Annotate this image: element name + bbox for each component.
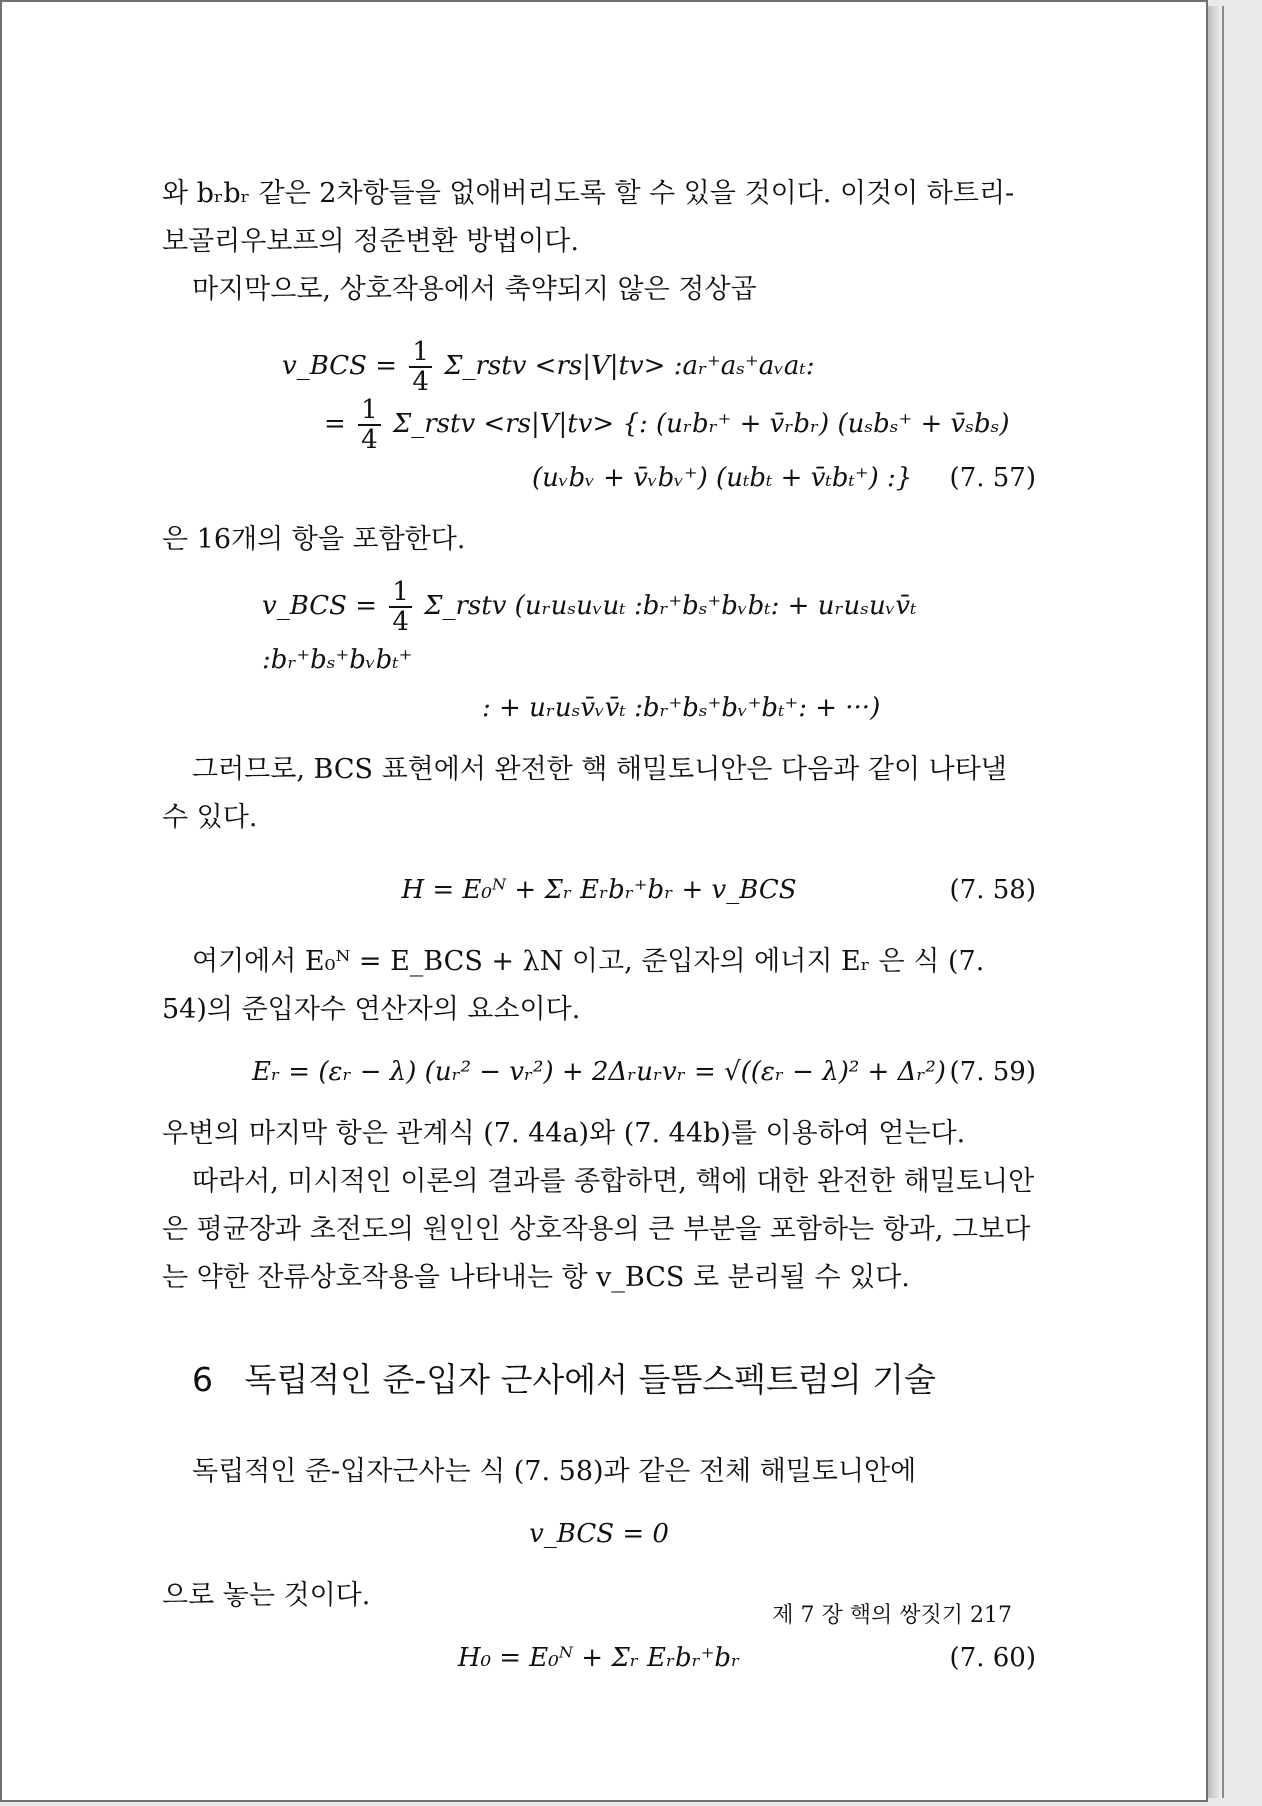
equation-line: = $\frac{1}{4}$ Σ_rstv <rs|V|tv> {: (uᵣbᵣ⁺ + v̄ᵣbᵣ) (uₛbₛ⁺ + v̄ₛbₛ)	[324, 395, 1010, 455]
equation-number: (7. 58)	[949, 875, 1036, 905]
equation-7-58	[162, 866, 1036, 914]
eq-body: H = E₀ᴺ + Σᵣ Eᵣbᵣ⁺bᵣ + v_BCS	[401, 875, 797, 905]
section-number: 6	[192, 1360, 213, 1399]
eq-line-3: (uᵥbᵥ + v̄ᵥbᵥ⁺) (uₜbₜ + v̄ₜbₜ⁺) :}	[532, 463, 913, 493]
page-edge-shadow	[1208, 6, 1224, 1798]
eq-body: Eᵣ = (εᵣ − λ) (uᵣ² − vᵣ²) + 2Δᵣuᵣvᵣ = √((εᵣ − λ)² + Δᵣ²)	[252, 1057, 946, 1087]
equation-7-59	[162, 1048, 1036, 1096]
equation-number: (7. 57)	[949, 463, 1036, 493]
paragraph-8: 독립적인 준-입자근사는 식 (7. 58)과 같은 전체 해밀토니안에	[192, 1456, 917, 1487]
equation-vbcs-zero	[162, 1510, 1036, 1558]
paragraph-3: 은 16개의 항을 포함한다.	[162, 524, 466, 555]
eq-lhs: v_BCS =	[282, 351, 398, 381]
eq-body: H₀ = E₀ᴺ + Σᵣ Eᵣbᵣ⁺bᵣ	[457, 1643, 741, 1673]
paragraph-5: 여기에서 E₀ᴺ = E_BCS + λN 이고, 준입자의 에너지 Eᵣ 은 식 (7. 54)의 준입자수 연산자의 요소이다.	[162, 946, 985, 1025]
equation-7-60	[162, 1634, 1036, 1682]
eq-lhs: v_BCS =	[262, 591, 378, 621]
equation-line	[262, 684, 1036, 732]
fraction	[409, 338, 432, 396]
fraction-numerator: 1	[389, 578, 412, 608]
paragraph-1: 와 bᵣbᵣ 같은 2차항들을 없애버리도록 할 수 있을 것이다. 이것이 하트리-보골리우보프의 정준변환 방법이다.	[162, 178, 1015, 257]
fraction-denominator: 4	[392, 607, 409, 637]
fraction	[389, 578, 412, 636]
eq-rhs: Σ_rstv <rs|V|tv> :aᵣ⁺aₛ⁺aᵥaₜ:	[444, 351, 815, 381]
fraction-numerator: 1	[409, 338, 432, 368]
eq-expansion-line-1: Σ_rstv (uᵣuₛuᵥuₜ :bᵣ⁺bₛ⁺bᵥbₜ: + uᵣuₛuᵥv̄ₜ :bᵣ⁺bₛ⁺bᵥbₜ⁺	[262, 591, 917, 675]
eq-expansion-line-2: : + uᵣuₛv̄ᵥv̄ₜ :bᵣ⁺bₛ⁺bᵥ⁺bₜ⁺: + ···)	[482, 693, 881, 723]
section-heading	[192, 1356, 1036, 1404]
equation-number: (7. 60)	[949, 1643, 1036, 1673]
equation-expansion	[162, 578, 1036, 732]
equation-line	[282, 454, 1036, 502]
eq-line-2: Σ_rstv <rs|V|tv> {: (uᵣbᵣ⁺ + v̄ᵣbᵣ) (uₛbₛ⁺ + v̄ₛbₛ)	[392, 409, 1010, 439]
paragraph-7: 따라서, 미시적인 이론의 결과를 종합하면, 핵에 대한 완전한 해밀토니안은 평균장과 초전도의 원인인 상호작용의 큰 부분을 포함하는 항과, 그보다는 약한 잔류상호작용을 나타내는 항 v_BCS 로 분리될 수 있다.	[162, 1166, 1035, 1293]
equation-7-57	[162, 338, 1036, 502]
page-footer: 제 7 장 핵의 쌍짓기 217	[772, 1603, 1012, 1628]
section-title: 독립적인 준-입자 근사에서 들뜸스펙트럼의 기술	[244, 1360, 936, 1399]
paragraph-6: 우변의 마지막 항은 관계식 (7. 44a)와 (7. 44b)를 이용하여 얻는다.	[162, 1118, 966, 1149]
body-text	[162, 170, 1036, 1682]
paragraph-2: 마지막으로, 상호작용에서 축약되지 않은 정상곱	[192, 274, 757, 305]
paragraph-9: 으로 놓는 것이다.	[162, 1580, 371, 1611]
fraction	[358, 396, 381, 454]
equation-line	[282, 338, 1036, 396]
equation-number: (7. 59)	[949, 1057, 1036, 1087]
paragraph-4: 그러므로, BCS 표현에서 완전한 핵 해밀토니안은 다음과 같이 나타낼 수 있다.	[162, 754, 1007, 833]
fraction-denominator: 4	[361, 425, 378, 455]
fraction-denominator: 4	[412, 367, 429, 397]
equation-line	[262, 578, 1036, 684]
eq-body: v_BCS = 0	[529, 1519, 669, 1549]
fraction-numerator: 1	[358, 396, 381, 426]
